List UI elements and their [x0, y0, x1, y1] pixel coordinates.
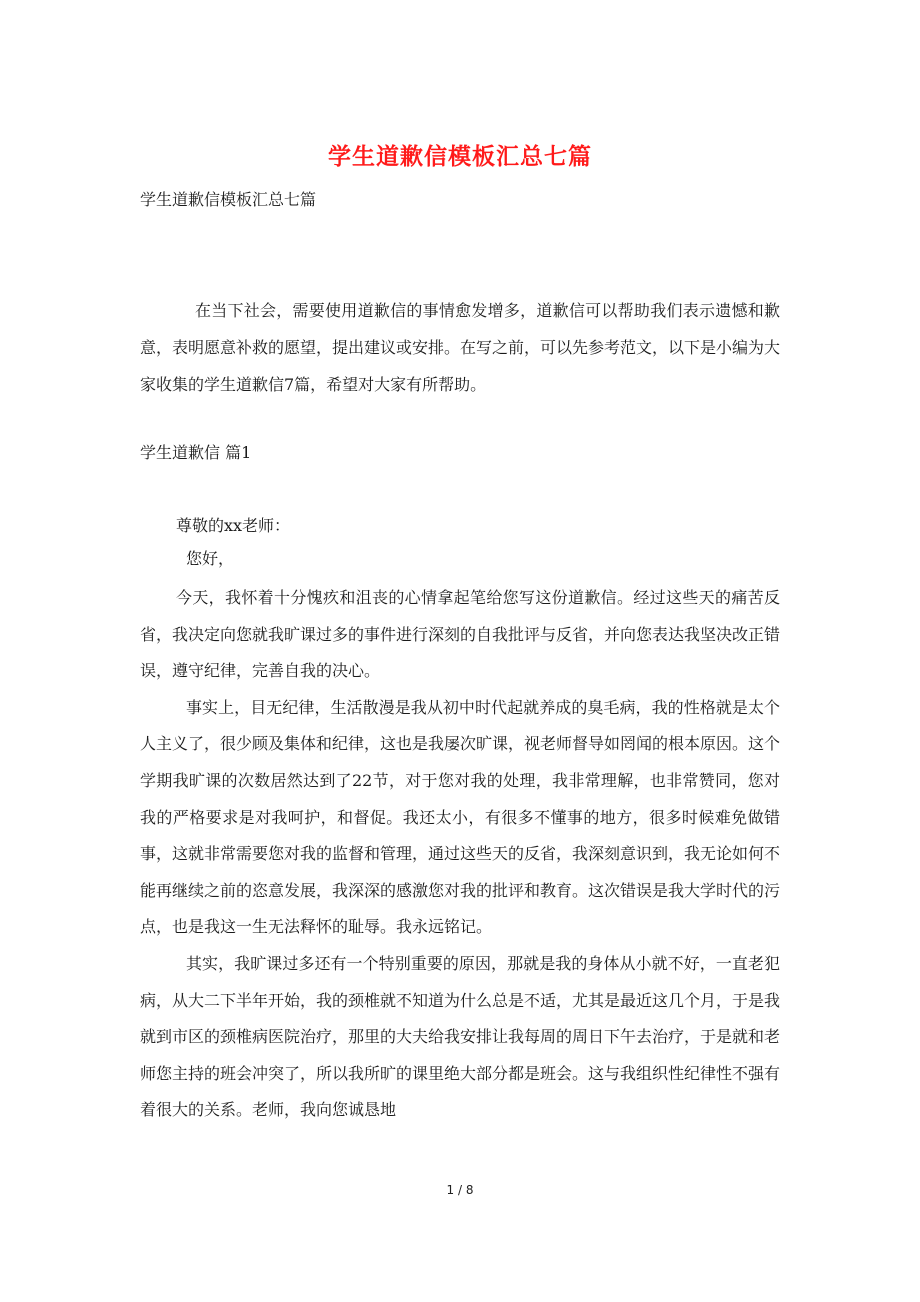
letter-body	[140, 580, 780, 1129]
letter-greeting: 您好，	[186, 549, 235, 568]
document-subtitle: 学生道歉信模板汇总七篇	[140, 190, 317, 209]
intro-paragraph: 在当下社会，需要使用道歉信的事情愈发增多，道歉信可以帮助我们表示遗憾和歉意，表明愿意补救的愿望，提出建议或安排。在写之前，可以先参考范文，以下是小编为大家收集的学生道歉信7篇，希望对大家有所帮助。	[140, 301, 781, 394]
section-heading: 学生道歉信 篇1	[140, 443, 252, 462]
letter-salutation: 尊敬的xx老师：	[176, 516, 291, 535]
letter-paragraph-1: 今天，我怀着十分愧疚和沮丧的心情拿起笔给您写这份道歉信。经过这些天的痛苦反省，我决定向您就我旷课过多的事件进行深刻的自我批评与反省，并向您表达我坚决改正错误，遵守纪律，完善自我的决心。	[140, 588, 781, 681]
letter-paragraph-3: 其实，我旷课过多还有一个特别重要的原因，那就是我的身体从小就不好，一直老犯病，从大二下半年开始，我的颈椎就不知道为什么总是不适，尤其是最近这几个月，于是我就到市区的颈椎病医院治疗，那里的大夫给我安排让我每周的周日下午去治疗，于是就和老师您主持的班会冲突了，所以我所旷的课里绝大部分都是班会。这与我组织性纪律性不强有着很大的关系。老师，我向您诚恳地	[140, 953, 781, 1120]
page-number: 1 / 8	[446, 1183, 474, 1197]
letter-paragraph-2: 事实上，目无纪律，生活散漫是我从初中时代起就养成的臭毛病，我的性格就是太个人主义了，很少顾及集体和纪律，这也是我屡次旷课，视老师督导如罔闻的根本原因。这个学期我旷课的次数居然达到了22节，对于您对我的处理，我非常理解，也非常赞同，您对我的严格要求是对我呵护，和督促。我还太小，有很多不懂事的地方，很多时候难免做错事，这就非常需要您对我的监督和管理，通过这些天的反省，我深刻意识到，我无论如何不能再继续之前的恣意发展，我深深的感激您对我的批评和教育。这次错误是我大学时代的污点，也是我这一生无法释怀的耻辱。我永远铭记。	[140, 697, 781, 937]
document-title: 学生道歉信模板汇总七篇	[328, 143, 592, 170]
